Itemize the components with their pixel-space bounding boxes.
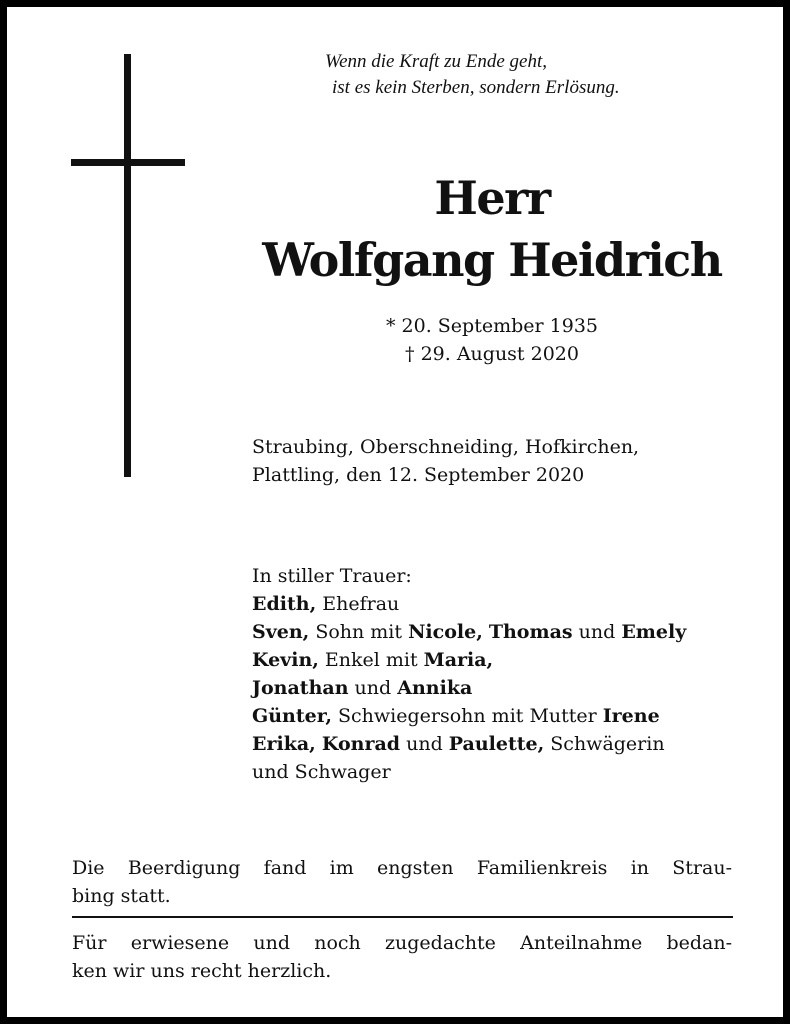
mourner-name: Edith, — [252, 593, 317, 615]
mourner-line — [252, 674, 747, 702]
mourner-name: Irene — [602, 705, 660, 727]
mourner-name: Kevin, — [252, 649, 319, 671]
thanks-line-2: ken wir uns recht herzlich. — [72, 960, 332, 982]
birth-date: * 20. September 1935 — [386, 315, 598, 337]
mourner-line — [252, 590, 747, 618]
mourner-line — [252, 702, 747, 730]
place-line-1: Straubing, Oberschneiding, Hofkirchen, — [252, 436, 640, 458]
thanks-line-1: Für erwiesene und noch zugedachte Anteilnahme bedan- — [72, 932, 732, 954]
mourner-relation: Schwiegersohn mit Mutter — [331, 705, 603, 727]
mourner-line — [252, 618, 747, 646]
mourner-name: Sven, — [252, 621, 310, 643]
mourners-intro: In stiller Trauer: — [252, 565, 412, 587]
funeral-notice — [72, 854, 732, 910]
divider — [72, 916, 733, 918]
motto-line-2: ist es kein Sterben, sondern Erlösung. — [332, 77, 620, 98]
deceased-name: Wolfgang Heidrich — [262, 233, 722, 287]
cross-icon-horizontal — [71, 159, 185, 166]
cross-icon-vertical — [124, 54, 131, 477]
thanks-notice — [72, 929, 732, 985]
death-date: † 29. August 2020 — [405, 343, 579, 365]
mourners-list — [252, 562, 747, 786]
place-line-2: Plattling, den 12. September 2020 — [252, 464, 585, 486]
name-title: Herr — [434, 171, 550, 225]
mourner-name: Günter, — [252, 705, 332, 727]
mourner-name: Annika — [397, 677, 473, 699]
mourner-name: Konrad — [321, 733, 401, 755]
motto-line-1: Wenn die Kraft zu Ende geht, — [325, 51, 547, 72]
mourner-name: Thomas — [488, 621, 573, 643]
mourner-relation: Enkel mit — [318, 649, 424, 671]
mourner-relation: und — [400, 733, 449, 755]
mourner-name: Emely — [621, 621, 687, 643]
mourner-relation: Schwägerin — [544, 733, 665, 755]
mourner-name: Maria, — [423, 649, 494, 671]
mourner-line — [252, 646, 747, 674]
mourner-relation: Sohn mit — [309, 621, 409, 643]
place-date — [252, 433, 747, 489]
funeral-line-1: Die Beerdigung fand im engsten Familienkreis in Strau- — [72, 857, 732, 879]
mourner-line — [252, 730, 747, 758]
mourner-name: Nicole, — [408, 621, 483, 643]
mourner-name: Jonathan — [252, 677, 349, 699]
mourner-name: Erika, — [252, 733, 316, 755]
mourner-line: und Schwager — [252, 761, 391, 783]
mourner-relation: und — [348, 677, 398, 699]
mourner-relation: Ehefrau — [316, 593, 400, 615]
mourner-relation: und — [572, 621, 622, 643]
funeral-line-2: bing statt. — [72, 885, 171, 907]
mourner-name: Paulette, — [448, 733, 545, 755]
